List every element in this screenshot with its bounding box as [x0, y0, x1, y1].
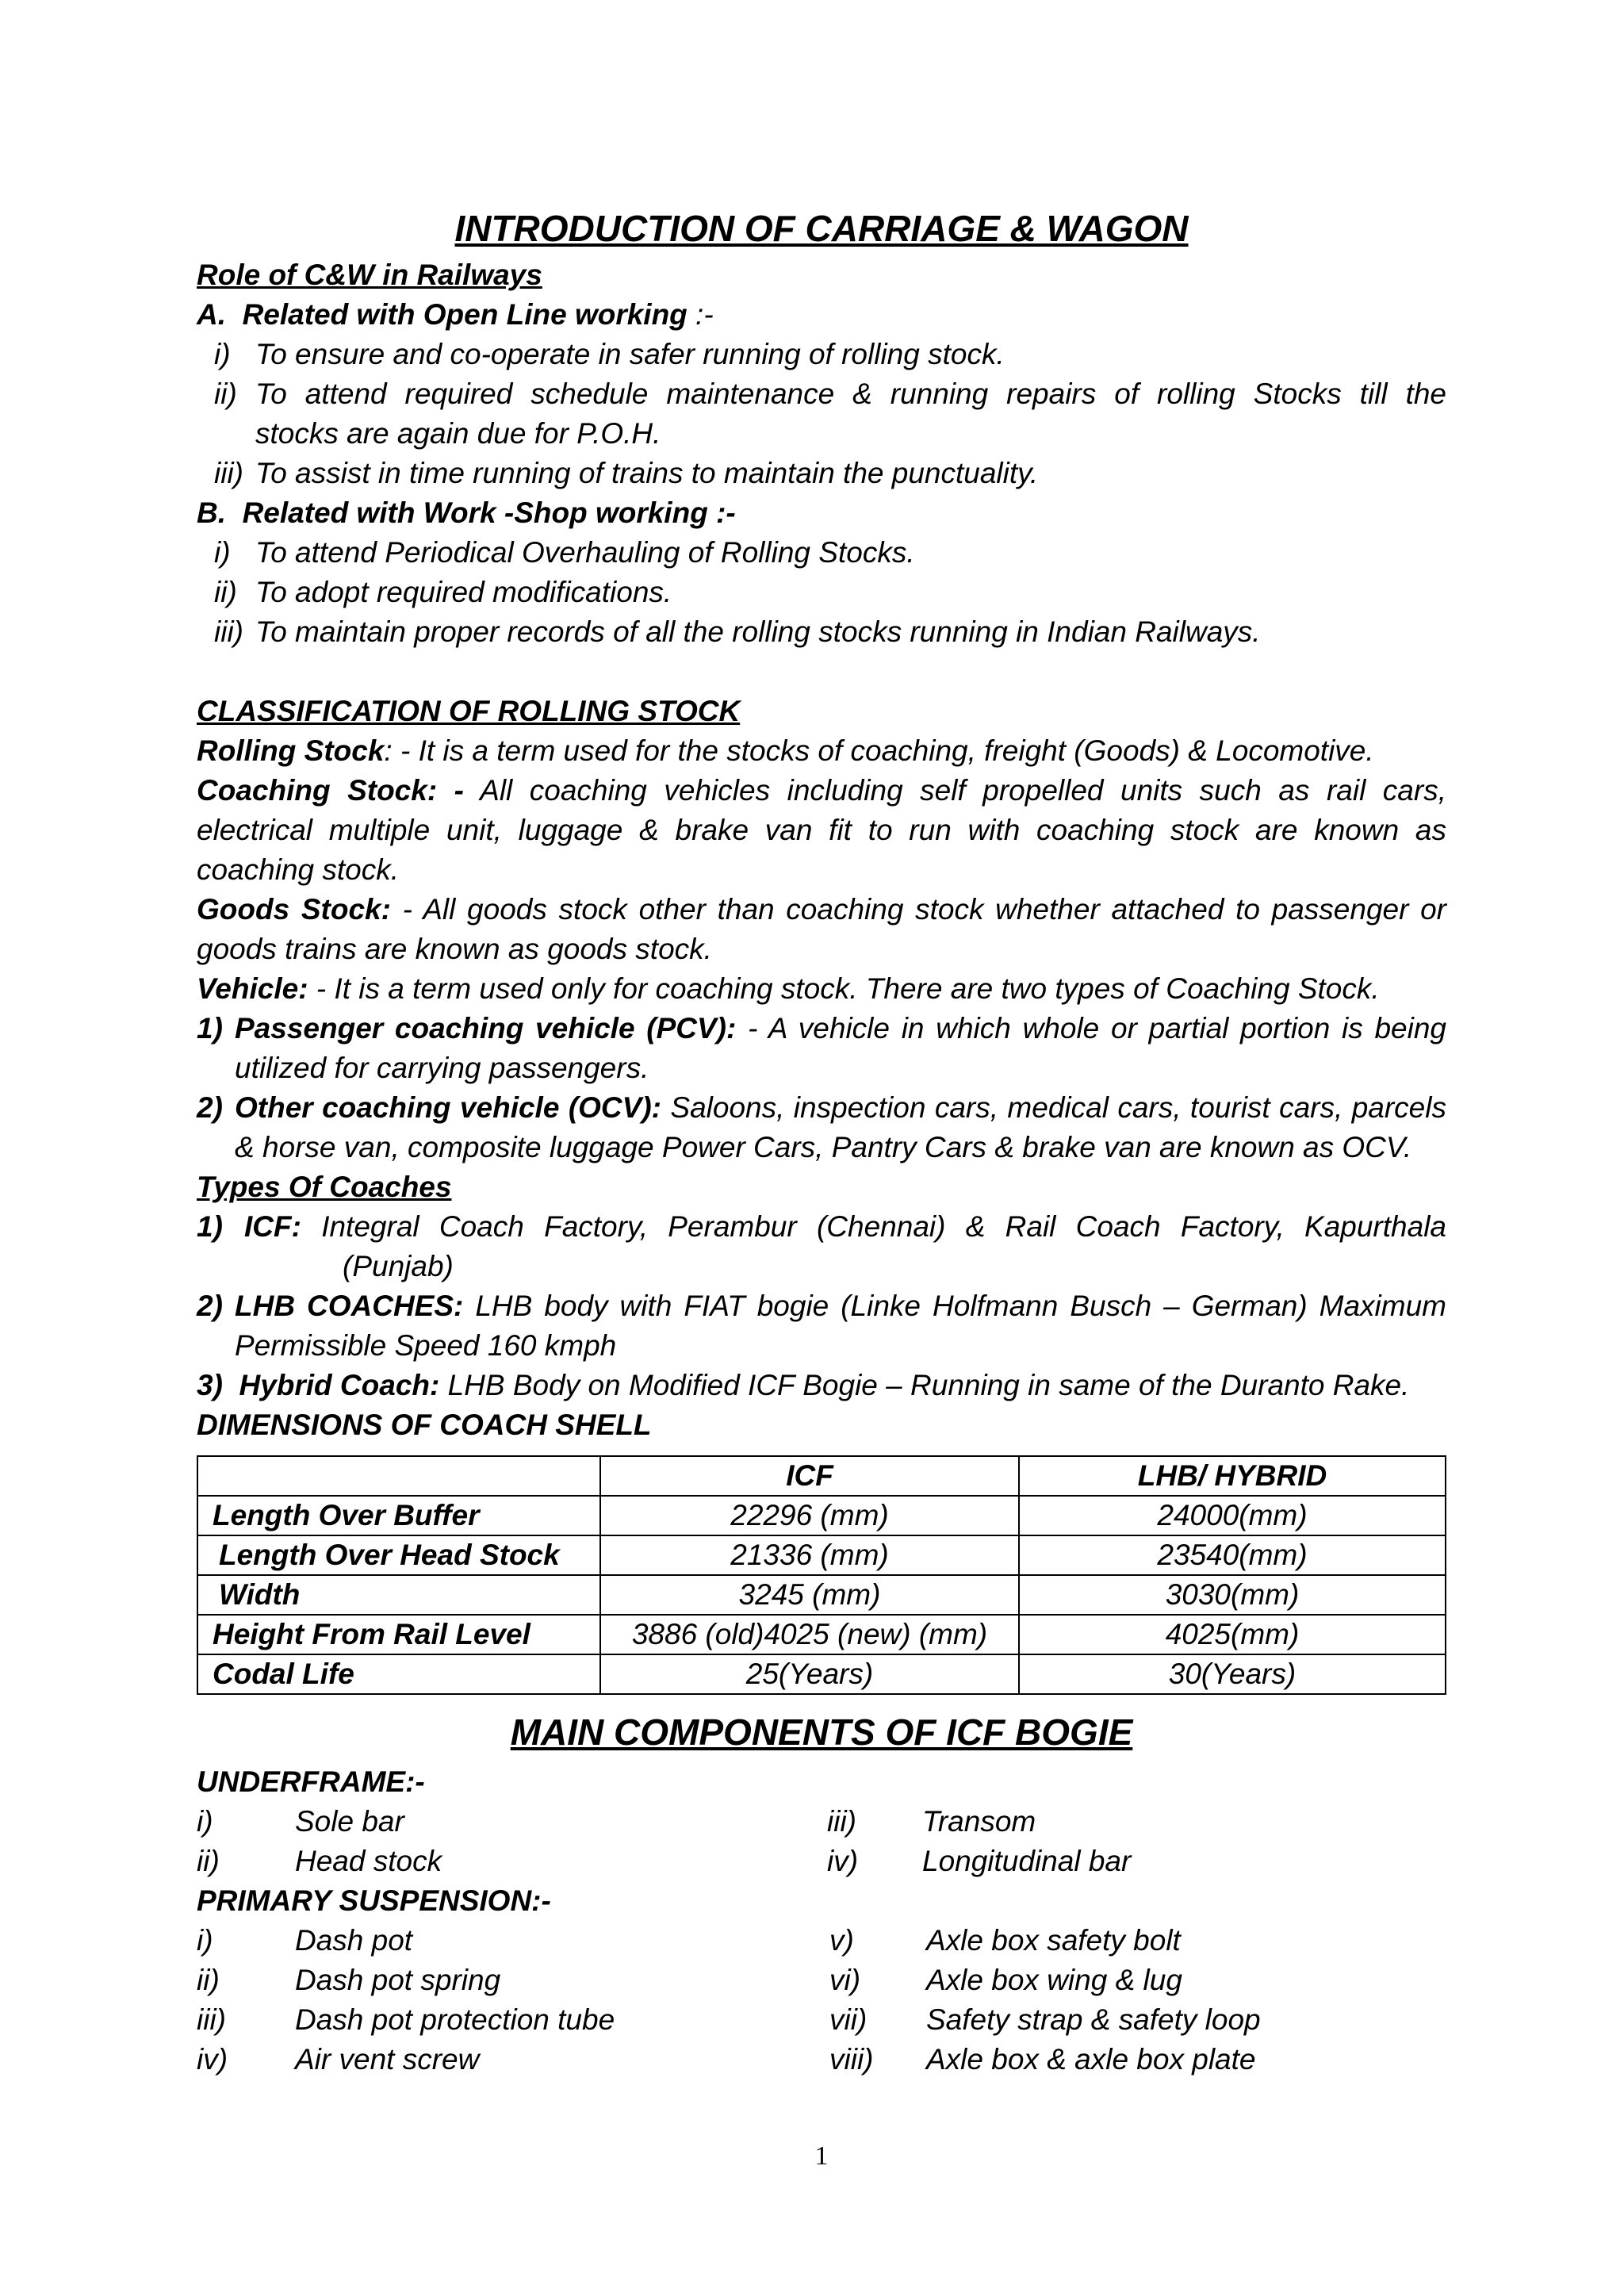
primary-suspension-heading: PRIMARY SUSPENSION:-: [197, 1884, 551, 1917]
icf-value: 3245 (mm): [600, 1575, 1019, 1615]
coach-types-heading: Types Of Coaches: [197, 1171, 452, 1203]
list-item: ii) To adopt required modifications.: [214, 576, 672, 608]
list-item: ii) Head stock: [197, 1845, 442, 1877]
lhb-value: 30(Years): [1019, 1654, 1446, 1694]
components-title: MAIN COMPONENTS OF ICF BOGIE: [510, 1711, 1133, 1753]
icf-value: 3886 (old)4025 (new) (mm): [600, 1615, 1019, 1654]
lhb-value: 23540(mm): [1019, 1535, 1446, 1575]
role-heading: Role of C&W in Railways: [197, 259, 542, 291]
lhb-value: 3030(mm): [1019, 1575, 1446, 1615]
coaching-stock-definition-cont: electrical multiple unit, luggage & brake van fit to run with coaching stock are known as: [197, 814, 1446, 846]
list-item: vi) Axle box wing & lug: [829, 1964, 1182, 1996]
icf-definition-cont: (Punjab): [343, 1250, 454, 1282]
list-item: iv) Air vent screw: [197, 2043, 480, 2076]
list-item: viii) Axle box & axle box plate: [829, 2043, 1256, 2076]
list-item: v) Axle box safety bolt: [829, 1924, 1181, 1957]
table-header-cell: ICF: [600, 1456, 1019, 1496]
list-item: i) Dash pot: [197, 1924, 413, 1957]
classification-heading: CLASSIFICATION OF ROLLING STOCK: [197, 695, 741, 727]
list-item: ii) Dash pot spring: [197, 1964, 501, 1996]
list-item: iii) To maintain proper records of all the rolling stocks running in Indian Railways.: [214, 615, 1261, 648]
row-label: Length Over Buffer: [197, 1496, 600, 1535]
lhb-value: 4025(mm): [1019, 1615, 1446, 1654]
goods-stock-definition-cont: goods trains are known as goods stock.: [197, 933, 712, 965]
page-number: 1: [814, 2141, 829, 2171]
icf-value: 22296 (mm): [600, 1496, 1019, 1535]
list-item: iii) To assist in time running of trains to maintain the punctuality.: [214, 457, 1039, 489]
table-row: [197, 1615, 1446, 1654]
vehicle-definition: Vehicle: - It is a term used only for coaching stock. There are two types of Coaching Stock.: [197, 972, 1380, 1005]
hybrid-definition: 3) Hybrid Coach: LHB Body on Modified ICF Bogie – Running in same of the Duranto Rake.: [197, 1369, 1410, 1401]
table-row: [197, 1535, 1446, 1575]
list-item-continuation: stocks are again due for P.O.H.: [255, 417, 661, 450]
row-label: Length Over Head Stock: [197, 1535, 600, 1575]
page-title: INTRODUCTION OF CARRIAGE & WAGON: [454, 208, 1189, 249]
table-header-cell: LHB/ HYBRID: [1019, 1456, 1446, 1496]
table-row: [197, 1654, 1446, 1694]
ocv-definition: 2) Other coaching vehicle (OCV): Saloons, inspection cars, medical cars, tourist cars, parcels: [197, 1091, 1446, 1124]
dimensions-table: [197, 1455, 1446, 1695]
underframe-heading: UNDERFRAME:-: [197, 1765, 425, 1798]
dimensions-heading: DIMENSIONS OF COACH SHELL: [197, 1409, 652, 1441]
pcv-definition: 1) Passenger coaching vehicle (PCV): - A vehicle in which whole or partial portion is being: [197, 1012, 1447, 1045]
list-item: ii) To attend required schedule maintenance & running repairs of rolling Stocks till the: [214, 378, 1446, 410]
row-label: Codal Life: [197, 1654, 600, 1694]
coaching-stock-definition-end: coaching stock.: [197, 853, 400, 886]
goods-stock-definition: Goods Stock: - All goods stock other than coaching stock whether attached to passenger or: [197, 893, 1446, 926]
table-row: [197, 1575, 1446, 1615]
table-header-row: [197, 1456, 1446, 1496]
icf-value: 21336 (mm): [600, 1535, 1019, 1575]
list-item: vii) Safety strap & safety loop: [829, 2003, 1261, 2036]
list-item: i) To attend Periodical Overhauling of Rolling Stocks.: [214, 536, 915, 569]
row-label: Width: [197, 1575, 600, 1615]
section-a-heading: A. Related with Open Line working :-: [197, 298, 714, 331]
section-b-heading: B. Related with Work -Shop working :-: [197, 496, 736, 529]
lhb-definition: 2) LHB COACHES: LHB body with FIAT bogie (Linke Holfmann Busch – German) Maximum: [197, 1290, 1446, 1322]
list-item: i) Sole bar: [197, 1805, 404, 1838]
icf-definition: 1) ICF: Integral Coach Factory, Perambur (Chennai) & Rail Coach Factory, Kapurthala: [197, 1210, 1446, 1243]
table-header-cell: [197, 1456, 600, 1496]
rolling-stock-definition: Rolling Stock: - It is a term used for the stocks of coaching, freight (Goods) & Locomotive.: [197, 734, 1374, 767]
list-item: i) To ensure and co-operate in safer running of rolling stock.: [214, 338, 1005, 370]
list-item: iii) Dash pot protection tube: [197, 2003, 615, 2036]
table-row: [197, 1496, 1446, 1535]
lhb-value: 24000(mm): [1019, 1496, 1446, 1535]
ocv-definition-cont: & horse van, composite luggage Power Cars, Pantry Cars & brake van are known as OCV.: [235, 1131, 1412, 1163]
pcv-definition-cont: utilized for carrying passengers.: [235, 1052, 649, 1084]
lhb-definition-cont: Permissible Speed 160 kmph: [235, 1329, 617, 1362]
icf-value: 25(Years): [600, 1654, 1019, 1694]
coaching-stock-definition: Coaching Stock: - All coaching vehicles including self propelled units such as rail cars,: [197, 774, 1446, 807]
row-label: Height From Rail Level: [197, 1615, 600, 1654]
list-item: iii) Transom: [827, 1805, 1036, 1838]
list-item: iv) Longitudinal bar: [827, 1845, 1132, 1877]
